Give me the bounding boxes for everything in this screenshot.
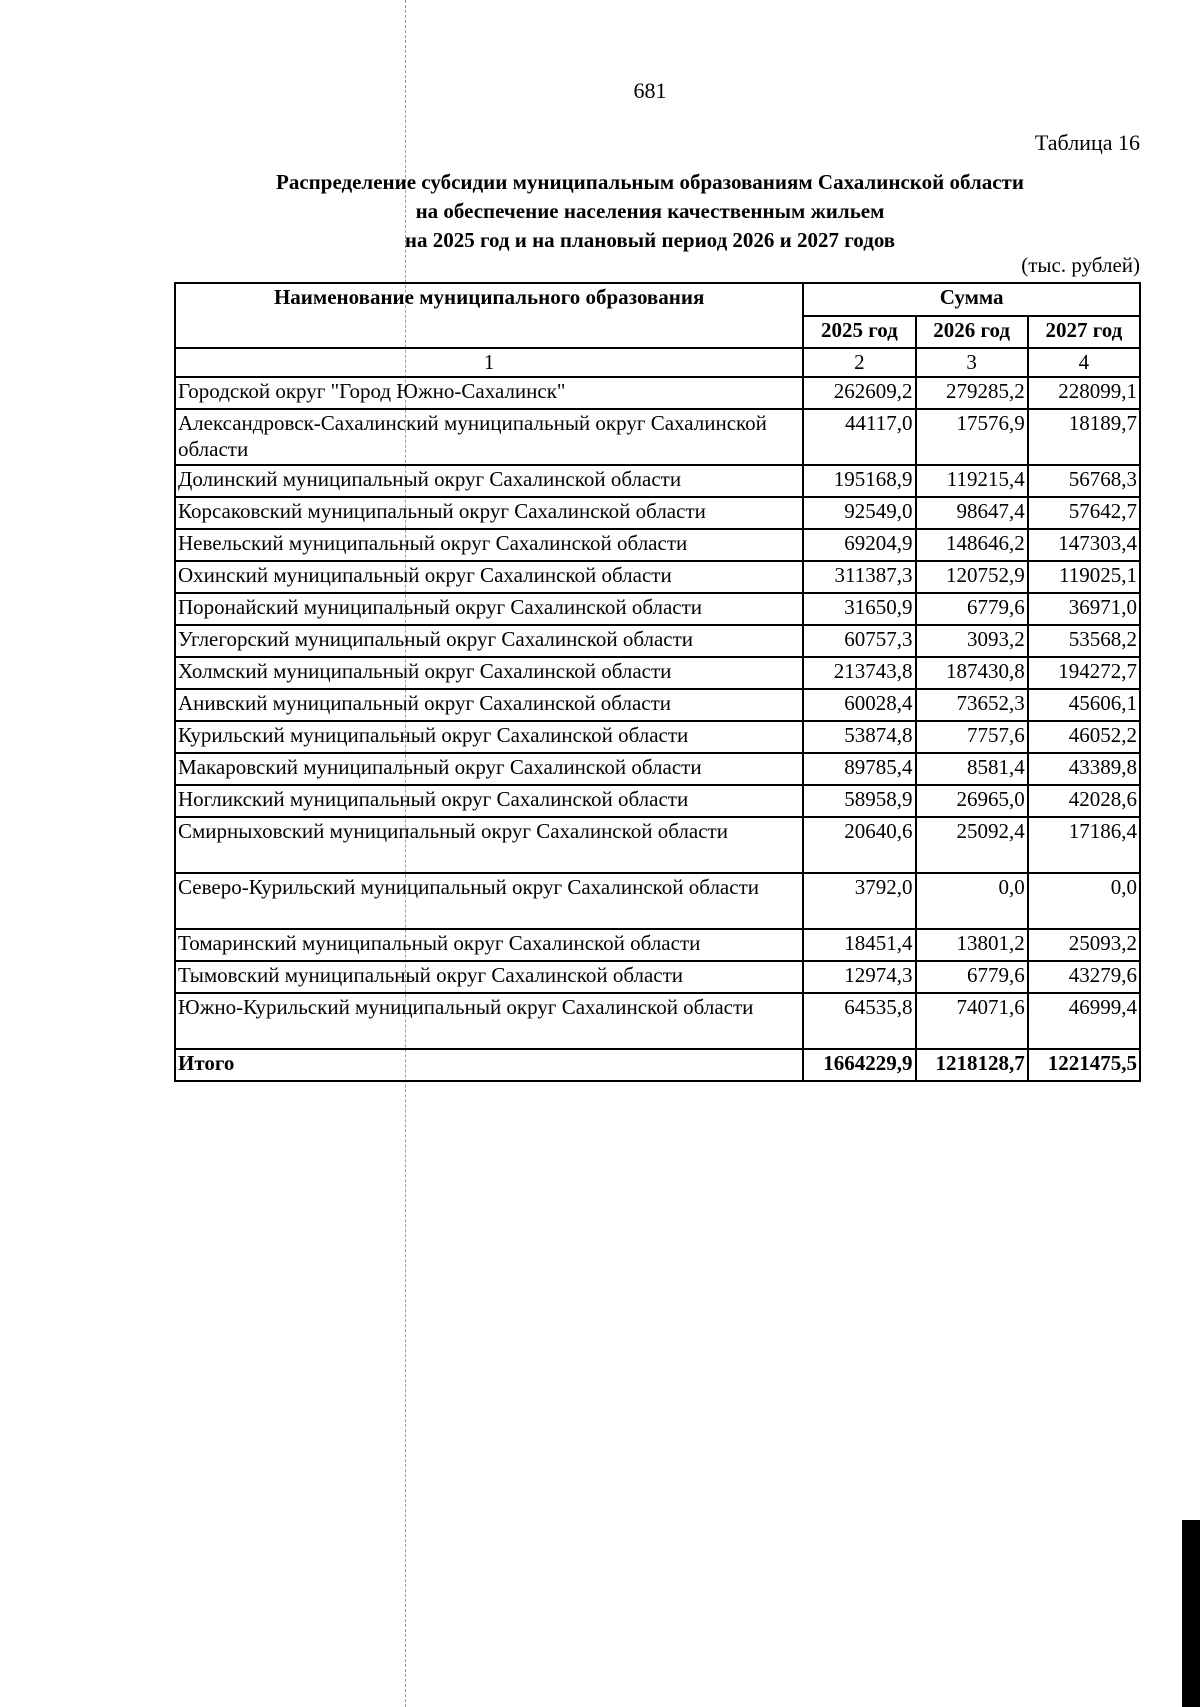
municipality-name: Охинский муниципальный округ Сахалинской области: [175, 561, 803, 593]
amount-2026: 17576,9: [916, 409, 1028, 465]
header-year-2026: 2026 год: [916, 316, 1028, 348]
amount-2027: 57642,7: [1028, 497, 1140, 529]
municipality-name: Долинский муниципальный округ Сахалинской области: [175, 465, 803, 497]
total-row: [175, 1049, 1140, 1081]
amount-2027: 46999,4: [1028, 993, 1140, 1049]
amount-2025: 195168,9: [803, 465, 915, 497]
table-row: [175, 785, 1140, 817]
total-2025: 1664229,9: [803, 1049, 915, 1081]
amount-2026: 7757,6: [916, 721, 1028, 753]
amount-2026: 26965,0: [916, 785, 1028, 817]
table-row: [175, 593, 1140, 625]
amount-2026: 8581,4: [916, 753, 1028, 785]
amount-2027: 194272,7: [1028, 657, 1140, 689]
amount-2025: 60757,3: [803, 625, 915, 657]
table-row: [175, 409, 1140, 465]
table-label: Таблица 16: [1034, 130, 1140, 155]
table-row: [175, 657, 1140, 689]
amount-2025: 69204,9: [803, 529, 915, 561]
amount-2026: 13801,2: [916, 929, 1028, 961]
table-row: [175, 929, 1140, 961]
table-row: [175, 817, 1140, 873]
municipality-name: Городской округ "Город Южно-Сахалинск": [175, 377, 803, 409]
column-number: 4: [1028, 348, 1140, 377]
municipality-name: Тымовский муниципальный округ Сахалинской области: [175, 961, 803, 993]
table-row: [175, 721, 1140, 753]
municipality-name: Углегорский муниципальный округ Сахалинской области: [175, 625, 803, 657]
amount-2027: 25093,2: [1028, 929, 1140, 961]
amount-2026: 98647,4: [916, 497, 1028, 529]
table-row: [175, 993, 1140, 1049]
amount-2025: 311387,3: [803, 561, 915, 593]
amount-2027: 18189,7: [1028, 409, 1140, 465]
header-year-2027: 2027 год: [1028, 316, 1140, 348]
title-line-3: на 2025 год и на плановый период 2026 и 2027 годов: [404, 228, 896, 252]
amount-2027: 56768,3: [1028, 465, 1140, 497]
amount-2025: 58958,9: [803, 785, 915, 817]
municipality-name: Поронайский муниципальный округ Сахалинской области: [175, 593, 803, 625]
municipality-name: Смирныховский муниципальный округ Сахалинской области: [175, 817, 803, 873]
table-row: [175, 497, 1140, 529]
title-line-2: на обеспечение населения качественным жильем: [415, 199, 885, 223]
amount-2027: 43279,6: [1028, 961, 1140, 993]
page-number: 681: [633, 78, 667, 103]
amount-2025: 12974,3: [803, 961, 915, 993]
municipality-name: Макаровский муниципальный округ Сахалинской области: [175, 753, 803, 785]
amount-2026: 6779,6: [916, 593, 1028, 625]
amount-2027: 36971,0: [1028, 593, 1140, 625]
amount-2025: 213743,8: [803, 657, 915, 689]
amount-2027: 0,0: [1028, 873, 1140, 929]
title-line-1: Распределение субсидии муниципальным образованиям Сахалинской области: [276, 170, 1024, 194]
municipality-name: Холмский муниципальный округ Сахалинской области: [175, 657, 803, 689]
table-row: [175, 689, 1140, 721]
header-sum: Сумма: [803, 283, 1140, 316]
amount-2026: 120752,9: [916, 561, 1028, 593]
amount-2027: 53568,2: [1028, 625, 1140, 657]
amount-2027: 46052,2: [1028, 721, 1140, 753]
amount-2025: 53874,8: [803, 721, 915, 753]
municipality-name: Невельский муниципальный округ Сахалинской области: [175, 529, 803, 561]
municipality-name: Курильский муниципальный округ Сахалинской области: [175, 721, 803, 753]
amount-2026: 3093,2: [916, 625, 1028, 657]
table-row: [175, 961, 1140, 993]
municipality-name: Северо-Курильский муниципальный округ Сахалинской области: [175, 873, 803, 929]
subsidy-table: [174, 282, 1141, 1082]
table-row: [175, 529, 1140, 561]
amount-2027: 45606,1: [1028, 689, 1140, 721]
amount-2025: 92549,0: [803, 497, 915, 529]
municipality-name: Южно-Курильский муниципальный округ Сахалинской области: [175, 993, 803, 1049]
amount-2026: 119215,4: [916, 465, 1028, 497]
header-name: Наименование муниципального образования: [175, 283, 803, 348]
amount-2025: 44117,0: [803, 409, 915, 465]
municipality-name: Ногликский муниципальный округ Сахалинской области: [175, 785, 803, 817]
table-row: [175, 561, 1140, 593]
amount-2026: 6779,6: [916, 961, 1028, 993]
amount-2027: 42028,6: [1028, 785, 1140, 817]
amount-2025: 262609,2: [803, 377, 915, 409]
total-label: Итого: [175, 1049, 803, 1081]
municipality-name: Анивский муниципальный округ Сахалинской области: [175, 689, 803, 721]
table-row: [175, 753, 1140, 785]
amount-2025: 64535,8: [803, 993, 915, 1049]
amount-2026: 187430,8: [916, 657, 1028, 689]
municipality-name: Томаринский муниципальный округ Сахалинской области: [175, 929, 803, 961]
total-2026: 1218128,7: [916, 1049, 1028, 1081]
municipality-name: Александровск-Сахалинский муниципальный округ Сахалинской области: [175, 409, 803, 465]
amount-2026: 0,0: [916, 873, 1028, 929]
amount-2026: 25092,4: [916, 817, 1028, 873]
amount-2025: 60028,4: [803, 689, 915, 721]
table-row: [175, 465, 1140, 497]
amount-2025: 31650,9: [803, 593, 915, 625]
amount-2025: 18451,4: [803, 929, 915, 961]
amount-2026: 73652,3: [916, 689, 1028, 721]
table-row: [175, 625, 1140, 657]
amount-2027: 17186,4: [1028, 817, 1140, 873]
header-year-2025: 2025 год: [803, 316, 915, 348]
amount-2026: 74071,6: [916, 993, 1028, 1049]
total-2027: 1221475,5: [1028, 1049, 1140, 1081]
column-number: 3: [916, 348, 1028, 377]
amount-2026: 148646,2: [916, 529, 1028, 561]
table-row: [175, 873, 1140, 929]
amount-2027: 119025,1: [1028, 561, 1140, 593]
amount-2027: 43389,8: [1028, 753, 1140, 785]
scan-edge-bar: [1182, 1520, 1200, 1707]
amount-2027: 147303,4: [1028, 529, 1140, 561]
amount-2027: 228099,1: [1028, 377, 1140, 409]
municipality-name: Корсаковский муниципальный округ Сахалинской области: [175, 497, 803, 529]
table-row: [175, 377, 1140, 409]
column-number: 2: [803, 348, 915, 377]
column-number: 1: [175, 348, 803, 377]
amount-2025: 89785,4: [803, 753, 915, 785]
amount-2025: 3792,0: [803, 873, 915, 929]
amount-2026: 279285,2: [916, 377, 1028, 409]
amount-2025: 20640,6: [803, 817, 915, 873]
table-title: [175, 168, 1125, 255]
units-label: (тыс. рублей): [1021, 253, 1140, 277]
